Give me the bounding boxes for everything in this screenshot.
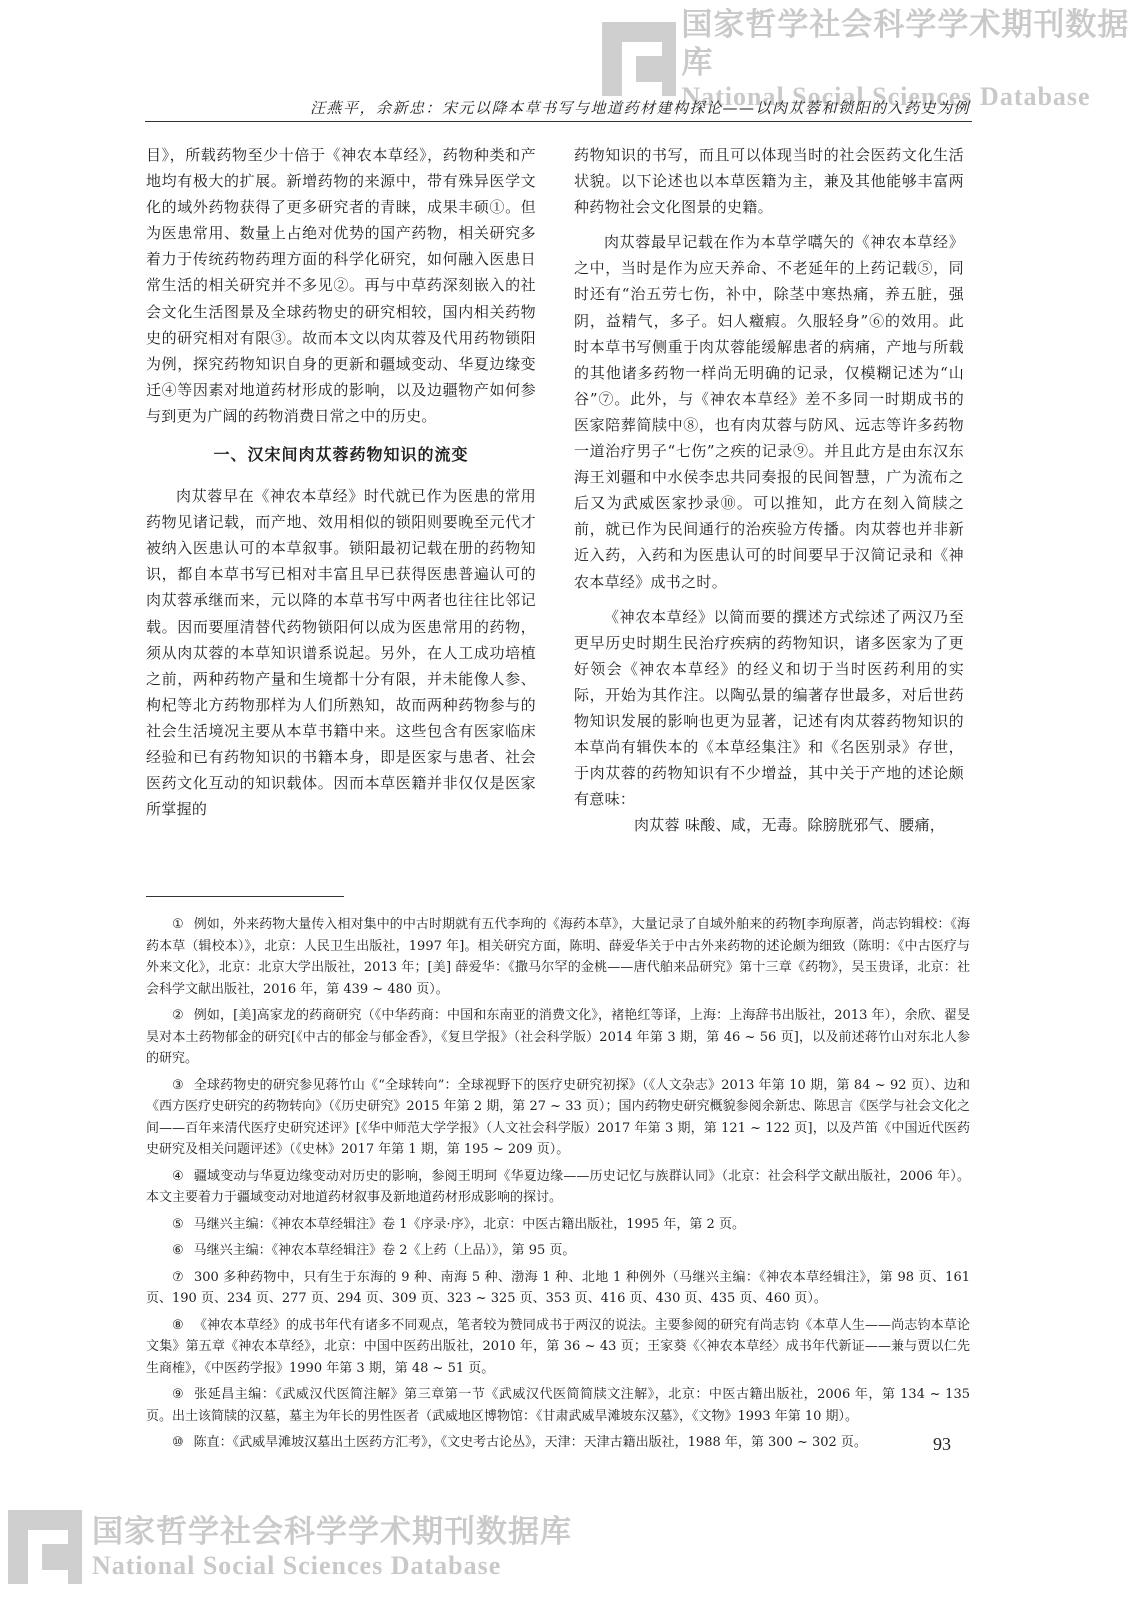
watermark-chinese: 国家哲学社会科学学术期刊数据库 [92,1514,572,1550]
footnote [146,1075,970,1161]
footnote-divider [146,896,344,897]
footnote-number: ⑥ [172,1243,184,1258]
database-logo-icon [8,1510,82,1584]
footnote [146,1432,970,1454]
left-column [146,142,536,822]
watermark-english: National Social Sciences Database [92,1551,502,1580]
header-divider [145,121,972,122]
footnote-text: 陈直：《武威旱滩坡汉墓出土医药方汇考》，《文史考古论丛》，天津：天津古籍出版社，1988 年，第 300 ~ 302 页。 [193,1435,867,1450]
running-header: 汪燕平，余新忠：宋元以降本草书写与地道药材建构探论——以肉苁蓉和锁阳的入药史为例 [309,99,970,117]
footnote-text: 例如，外来药物大量传入相对集中的中古时期就有五代李珣的《海药本草》，大量记录了自域外舶来的药物[李珣原著，尚志钧辑校：《海药本草（辑校本）》，北京：人民卫生出版社，1997 年]。相关研究方面，陈明、薛爱华关于中古外来药物的述论颇为细致（陈明：《中古医疗与外来文化》，北京：北京大学出版社，2013 年；[美] 薛爱华：《撒马尔罕的金桃——唐代舶来品研究》第十三章《药物》，吴玉贵译，北京：社会科学文献出版社，2016 年，第 439 ~ 480 页）。 [146,917,971,997]
footnote-text: 马继兴主编：《神农本草经辑注》卷 1《序录·序》，北京：中医古籍出版社，1995 年，第 2 页。 [193,1216,745,1232]
footnote-number: ⑧ [172,1317,184,1333]
body-paragraph: 肉苁蓉最早记载在作为本草学嚆矢的《神农本草经》之中，当时是作为应天养命、不老延年的上药记载⑤，同时还有“治五劳七伤，补中，除茎中寒热痛，养五脏，强阴，益精气，多子。妇人癥瘕。久服轻身”⑥的效用。此时本草书写侧重于肉苁蓉能缓解患者的病痛，产地与所载的其他诸多药物一样尚无明确的记录，仅模糊记述为“山谷”⑦。此外，与《神农本草经》差不多同一时期成书的医家陪葬简牍中⑧，也有肉苁蓉与防风、远志等许多药物一道治疗男子“七伤”之疾的记录⑨。并且此方是由东汉东海王刘疆和中水侯李忠共同奏报的民间智慧，广为流布之后又为武威医家抄录⑩。可以推知，此方在刻入简牍之前，就已作为民间通行的治疾验方传播。肉苁蓉也并非新近入药，入药和为医患认可的时间要早于汉简记录和《神农本草经》成书之时。 [574,233,964,591]
footnote-text: 例如，[美]高家龙的药商研究（《中华药商：中国和东南亚的消费文化》，褚艳红等译，上海：上海辞书出版社，2013 年），余欣、翟旻昊对本土药物郁金的研究[《中古的郁金与郁金香》，《复旦学报》（社会科学版）2014 年第 3 期，第 46 ~ 56 页]，以及前述蒋竹山对东北人参的研究。 [146,1008,970,1066]
footnote-text: 疆域变动与华夏边缘变动对历史的影响，参阅王明珂《华夏边缘——历史记忆与族群认同》（北京：社会科学文献出版社，2006 年）。本文主要着力于疆域变动对地道药材叙事及新地道药材形成影响的探讨。 [146,1168,971,1205]
footnote-number: ⑤ [172,1216,184,1232]
footnote [146,1315,970,1380]
footnotes [146,914,970,1459]
watermark-bottom [8,1510,572,1584]
section-heading: 一、汉宋间肉苁蓉药物知识的流变 [213,445,469,465]
footnote-number: ④ [172,1168,184,1184]
footnote-number: ⑦ [172,1269,184,1285]
footnote-number: ③ [172,1077,184,1093]
footnote [146,1166,970,1209]
footnote-text: 张延昌主编：《武威汉代医简注解》第三章第一节《武威汉代医简简牍文注解》，北京：中医古籍出版社，2006 年，第 134 ~ 135 页。出土该简牍的汉墓，墓主为年长的男性医者（武威地区博物馆：《甘肃武威旱滩坡东汉墓》，《文物》1993 年第 10 期）。 [146,1387,970,1424]
footnote-number: ⑨ [172,1387,185,1402]
footnote-text: 全球药物史的研究参见蒋竹山《“全球转向”：全球视野下的医疗史研究初探》（《人文杂志》2013 年第 10 期，第 84 ~ 92 页）、边和《西方医疗史研究的药物转向》（《历史研究》2015 年第 2 期，第 27 ~ 33 页）；国内药物史研究概貌参阅余新忠、陈思言《医学与社会文化之间——百年来清代医疗史研究述评》[《华中师范大学学报》（人文社会科学版）2017 年第 3 期，第 121 ~ 122 页]，以及芦笛《中国近代医药史研究及相关问题评述》（《史林》2017 年第 1 期，第 195 ~ 209 页）。 [146,1077,970,1157]
footnote [146,1214,970,1236]
footnote [146,1005,970,1070]
footnote-text: 马继兴主编：《神农本草经辑注》卷 2《上药（上品）》，第 95 页。 [193,1243,576,1258]
footnote [146,914,970,1000]
footnote-number: ① [172,917,184,932]
watermark-english: National Social Sciences Database [681,82,1091,111]
watermark-chinese: 国家哲学社会科学学术期刊数据库 [681,7,1130,81]
block-quote: 肉苁蓉 味酸、咸，无毒。除膀胱邪气、腰痛， [634,816,946,835]
body-paragraph: 《神农本草经》以简而要的撰述方式综述了两汉乃至更早历史时期生民治疗疾病的药物知识，诸多医家为了更好领会《神农本草经》的经义和切于当时医药利用的实际，开始为其作注。以陶弘景的编著存世最多，对后世药物知识发展的影响也更为显著，记述有肉苁蓉药物知识的本草尚有辑佚本的《本草经集注》和《名医别录》存世，于肉苁蓉的药物知识有不少增益，其中关于产地的述论颇有意味： [574,607,964,809]
right-column [574,142,964,838]
footnote-text: 《神农本草经》的成书年代有诸多不同观点，笔者较为赞同成书于两汉的说法。主要参阅的研究有尚志钧《本草人生——尚志钧本草论文集》第五章《神农本草经》，北京：中国中医药出版社，2010 年，第 36 ~ 43 页；王家葵《〈神农本草经〉成书年代新证——兼与贾以仁先生商榷》，《中医药学报》1990 年第 3 期，第 48 ~ 51 页。 [146,1317,970,1376]
page-number: 93 [933,1434,951,1454]
footnote-text: 300 多种药物中，只有生于东海的 9 种、南海 5 种、渤海 1 种、北地 1 种例外（马继兴主编：《神农本草经辑注》，第 98 页、161 页、190 页、234 页、277 页、294 页、309 页、323 ~ 325 页、353 页、416 页、430 页、435 页、460 页）。 [146,1269,970,1306]
database-logo-icon [602,22,671,96]
footnote-number: ⑩ [172,1435,184,1450]
footnote-number: ② [172,1008,184,1023]
body-paragraph: 目》，所载药物至少十倍于《神农本草经》，药物种类和产地均有极大的扩展。新增药物的来源中，带有殊异医学文化的域外药物获得了更多研究者的青睐，成果丰硕①。但为医患常用、数量上占绝对优势的国产药物，相关研究多着力于传统药物药理方面的科学化研究，如何融入医患日常生活的相关研究并不多见②。再与中草药深刻嵌入的社会文化生活图景及全球药物史的研究相较，国内相关药物史的研究相对有限③。故而本文以肉苁蓉及代用药物锁阳为例，探究药物知识自身的更新和疆域变动、华夏边缘变迁④等因素对地道药材形成的影响，以及边疆物产如何参与到更为广阔的药物消费日常之中的历史。 [146,146,536,425]
body-paragraph: 肉苁蓉早在《神农本草经》时代就已作为医患的常用药物见诸记载，而产地、效用相似的锁阳则要晚至元代才被纳入医患认可的本草叙事。锁阳最初记载在册的药物知识，都自本草书写已相对丰富且早已获得医患普遍认可的肉苁蓉承继而来，元以降的本草书写中两者也往往比邻记载。因而要厘清替代药物锁阳何以成为医患常用的药物，须从肉苁蓉的本草知识谱系说起。另外，在人工成功培植之前，两种药物产量和生境都十分有限，并未能像人参、枸杞等北方药物那样为人们所熟知，故而两种药物参与的社会生活境况主要从本草书籍中来。这些包含有医家临床经验和已有药物知识的书籍本身，即是医家与患者、社会医药文化互动的知识载体。因而本草医籍并非仅仅是医家所掌握的 [146,487,536,819]
body-paragraph: 药物知识的书写，而且可以体现当时的社会医药文化生活状貌。以下论述也以本草医籍为主，兼及其他能够丰富两种药物社会文化图景的史籍。 [574,146,964,217]
footnote [146,1267,970,1310]
footnote [146,1240,970,1262]
footnote [146,1384,970,1427]
